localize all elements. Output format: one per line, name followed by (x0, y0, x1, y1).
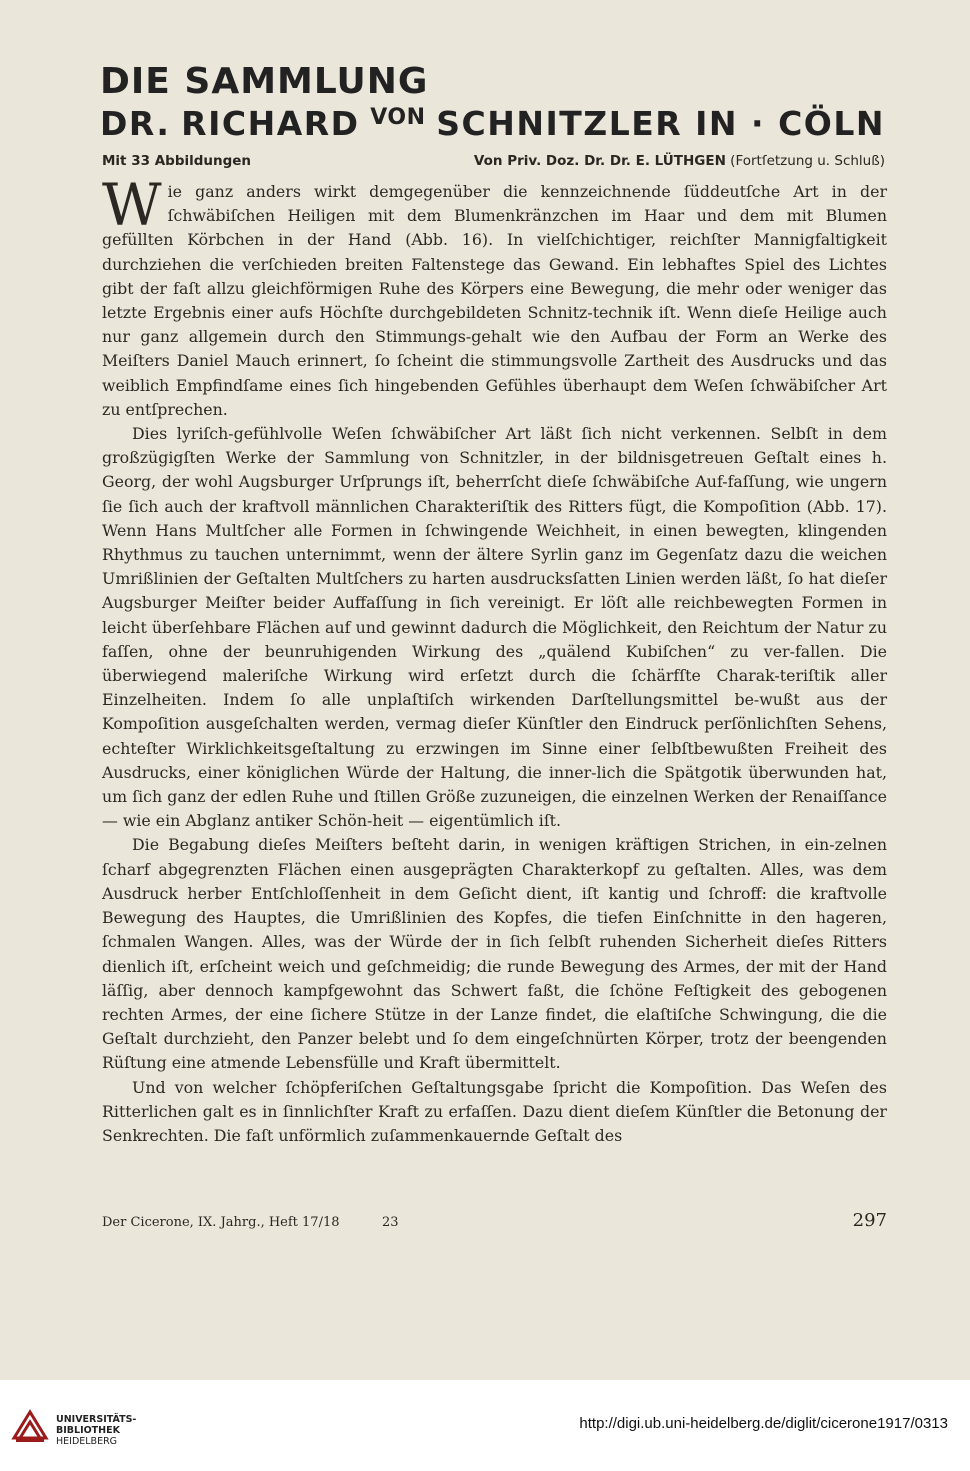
author-line (474, 153, 885, 169)
page-number: 297 (852, 1210, 887, 1231)
title-von: VON (370, 105, 426, 130)
page-footer (102, 1210, 887, 1231)
title-doctor-prefix: DR. (100, 104, 171, 143)
paragraph-3: Die Begabung dieſes Meiſters beſteht darin, in wenigen kräftigen Strichen, in ein-zelnen ſcharf abgegrenzten Flächen einen ausgeprägten Charakterkopf zu geſtalten. Alles, was dem Ausdruck herber Entſchloſſenheit in dem Geſicht dient, iſt kantig und ſchroff: die kraftvolle Bewegung des Hauptes, die Umrißlinien des Kopfes, die tiefen Einſchnitte in den hageren, ſchmalen Wangen. Alles, was der Würde der in ſich ſelbſt ruhenden Sicherheit dieſes Ritters dienlich iſt, erſcheint weich und geſchmeidig; die runde Bewegung des Armes, der mit der Hand läſſig, aber dennoch kampfgewohnt das Schwert faßt, die ſchöne Feſtigkeit des gebogenen rechten Armes, der eine ſichere Stütze in der Lanze findet, die elaſtiſche Schwingung, die die Geſtalt durchzieht, den Panzer belebt und ſo dem eingeſchnürten Körper, trotz der beengenden Rüſtung eine atmende Lebensfülle und Kraft übermittelt. (102, 835, 887, 1073)
paragraph-1 (102, 171, 887, 422)
journal-reference: Der Cicerone, IX. Jahrg., Heft 17/18 (102, 1215, 340, 1230)
paragraph-1-text: ie ganz anders wirkt demgegenüber die kennzeichnende ſüddeutſche Art in der ſchwäbiſchen Heiligen mit dem Blumenkränzchen im Haar und dem mit Blumen gefüllten Körbchen in der Hand (Abb. 16). In vielſchichtiger, reichſter Mannigfaltigkeit durchziehen die verſchieden breiten Faltenstege das Gewand. Ein lebhaftes Spiel des Lichtes gibt der faſt allzu gleichförmigen Ruhe des Körpers eine Bewegung, die mehr oder weniger das letzte Ergebnis einer aufs Höchſte durchgebildeten Schnitz-technik iſt. Wenn dieſe Heilige auch nur ganz allgemein durch den Stimmungs-gehalt wie den Aufbau der Form an Werke des Meiſters Daniel Mauch erinnert, ſo ſcheint die stimmungsvolle Zartheit des Ausdrucks und das weiblich Empfindſame eines ſich hingebenden Gefühles überhaupt dem Weſen ſchwäbiſcher Art zu entſprechen. (102, 182, 887, 419)
drop-cap: W (102, 171, 162, 239)
title-surname-city: SCHNITZLER IN · CÖLN (436, 104, 885, 143)
illustration-count: Mit 33 Abbildungen (102, 153, 252, 169)
permalink-url[interactable]: http://digi.ub.uni-heidelberg.de/diglit/cicerone1917/0313 (579, 1415, 948, 1432)
author-name: Von Priv. Doz. Dr. Dr. E. LÜTHGEN (473, 153, 726, 169)
library-name-line2: BIBLIOTHEK (56, 1425, 120, 1436)
library-logo-icon[interactable] (10, 1408, 50, 1444)
title-first-name: RICHARD (181, 104, 360, 143)
signature-mark: 23 (382, 1215, 399, 1230)
library-name-line1: UNIVERSITÄTS- (56, 1414, 137, 1425)
library-name[interactable] (56, 1414, 136, 1447)
article-title-line1: DIE SAMMLUNG (100, 61, 429, 102)
article-body (102, 171, 887, 1148)
paragraph-2: Dies lyriſch-gefühlvolle Weſen ſchwäbiſcher Art läßt ſich nicht verkennen. Selbſt in dem großzügigſten Werke der Sammlung von Schnitzler, in der bildnisgetreuen Geſtalt eines h. Georg, der wohl Augsburger Urſprungs iſt, beherrſcht dieſe ſchwäbiſche Auf-faſſung, wie ungern ſie ſich auch der kraftvoll männlichen Charakteriſtik des Ritters fügt, die Kompoſition (Abb. 17). Wenn Hans Multſcher alle Formen in ſchwingende Weichheit, in einen bewegten, klingenden Rhythmus zu tauchen unternimmt, wenn der ältere Syrlin ganz im Gegenſatz dazu die weichen Umrißlinien der Geſtalten Multſchers zu harten ausdrucksſatten Linien werden läßt, ſo hat dieſer Augsburger Meiſter beider Auffaſſung in ſich vereinigt. Er löſt alle reichbewegten Formen in leicht überſehbare Flächen auf und gewinnt dadurch die Möglichkeit, den Reichtum der Natur zu faſſen, ohne der beunruhigenden Wirkung des „quälend Kubiſchen“ zu ver-fallen. Die überwiegend maleriſche Wirkung wird erſetzt durch die ſchärfſte Charak-teriſtik aller Einzelheiten. Indem ſo alle unplaſtiſch wirkenden Darſtellungsmittel be-wußt aus der Kompoſition ausgeſchalten werden, vermag dieſer Künſtler den Eindruck perſönlichſten Sehens, echteſter Wirklichkeitsgeſtaltung zu erzwingen im Sinne einer ſelbſtbewußten Freiheit des Ausdrucks, einer königlichen Würde der Haltung, die inner-lich die Spätgotik überwunden hat, um ſich ganz der edlen Ruhe und ſtillen Größe zuzuneigen, die einzelnen Werken der Renaiſſance — wie ein Abglanz antiker Schön-heit — eigentümlich iſt. (102, 424, 887, 831)
article-title-line2 (100, 104, 885, 143)
continuation-note: (Fortſetzung u. Schluß) (730, 153, 885, 169)
library-name-line3: HEIDELBERG (56, 1436, 118, 1447)
article-subtitle (102, 153, 885, 169)
paragraph-4: Und von welcher ſchöpferiſchen Geſtaltungsgabe ſpricht die Kompoſition. Das Weſen des Ritterlichen galt es in ſinnlichſter Kraft zu erfaſſen. Dazu dient dieſem Künſtler die Betonung der Senkrechten. Die faſt unförmlich zuſammenkauernde Geſtalt des (102, 1077, 887, 1145)
